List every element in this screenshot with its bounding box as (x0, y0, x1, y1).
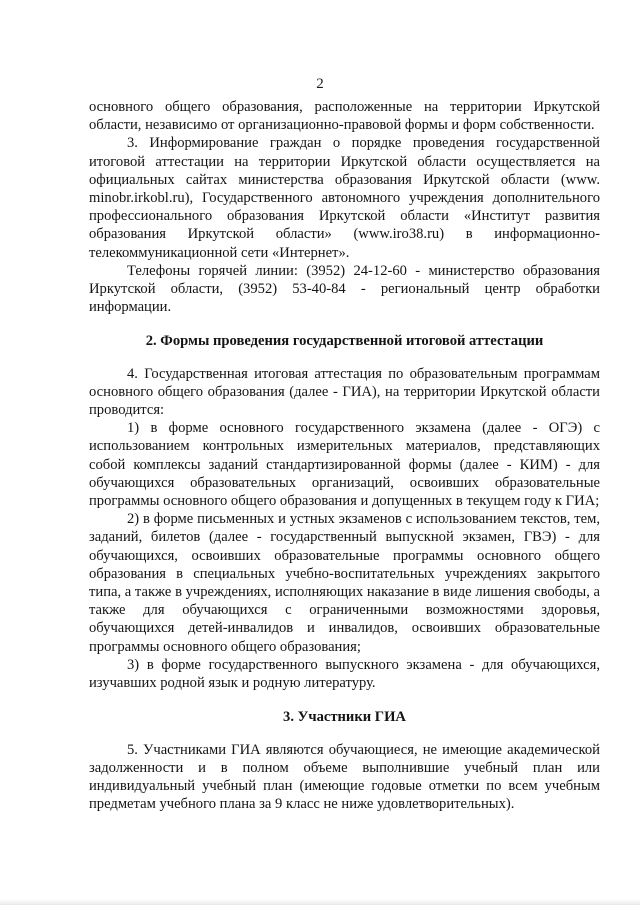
list-item-1-oge: 1) в форме основного государственного экзамена (далее - ОГЭ) с использованием контрольных измерительных материалов, представляющих собой комплексы заданий стандартизированной формы (далее - КИМ) - для обучающихся образовательных организаций, освоивших образовательные программы основного общего образования и допущенных в текущем году к ГИА; (89, 420, 600, 510)
paragraph-5-participants: 5. Участниками ГИА являются обучающиеся, не имеющие академической задолженности и в полном объеме выполнившие учебный план или индивидуальный учебный план (имеющие годовые отметки по всем учебным предметам учебного плана за 9 класс не ниже удовлетворительных). (89, 741, 600, 813)
section-heading-2: 2. Формы проведения государственной итоговой аттестации (145, 333, 544, 350)
paragraph-hotline-phones: Телефоны горячей линии: (3952) 24-12-60 - министерство образования Иркутской области, (3952) 53-40-84 - региональный центр обработки информации. (89, 262, 600, 316)
paragraph-continuation: основного общего образования, расположенные на территории Иркутской области, независимо от организационно-правовой формы и форм собственности. (89, 99, 600, 134)
section-heading-3: 3. Участники ГИА (283, 709, 406, 726)
paragraph-4-forms: 4. Государственная итоговая аттестация по образовательным программам основного общего образования (далее - ГИА), на территории Иркутской области проводится: (89, 365, 600, 419)
paragraph-3-informing: 3. Информирование граждан о порядке проведения государственной итоговой аттестации на территории Иркутской области осуществляется на официальных сайтах министерства образования Иркутской области (www. minobr.irkobl.ru), Государственного автономного учреждения дополнительного профессионального образования Иркутской области «Институт развития образования Иркутской области» (www.iro38.ru) в информационно-телекоммуникационной сети «Интернет». (89, 135, 600, 261)
page-number: 2 (316, 76, 324, 92)
document-body (89, 98, 600, 813)
scan-bottom-edge (0, 899, 640, 905)
list-item-2-gve: 2) в форме письменных и устных экзаменов с использованием текстов, тем, заданий, билетов (далее - государственный выпускной экзамен, ГВЭ) - для обучающихся, освоивших образовательные программы основного общего образования в специальных учебно-воспитательных учреждениях закрытого типа, а также в учреждениях, исполняющих наказание в виде лишения свободы, а также для обучающихся с ограниченными возможностями здоровья, обучающихся детей-инвалидов и инвалидов, освоивших образовательные программы основного общего образования; (89, 511, 600, 655)
list-item-3-native-language: 3) в форме государственного выпускного экзамена - для обучающихся, изучавших родной язык и родную литературу. (89, 656, 600, 692)
